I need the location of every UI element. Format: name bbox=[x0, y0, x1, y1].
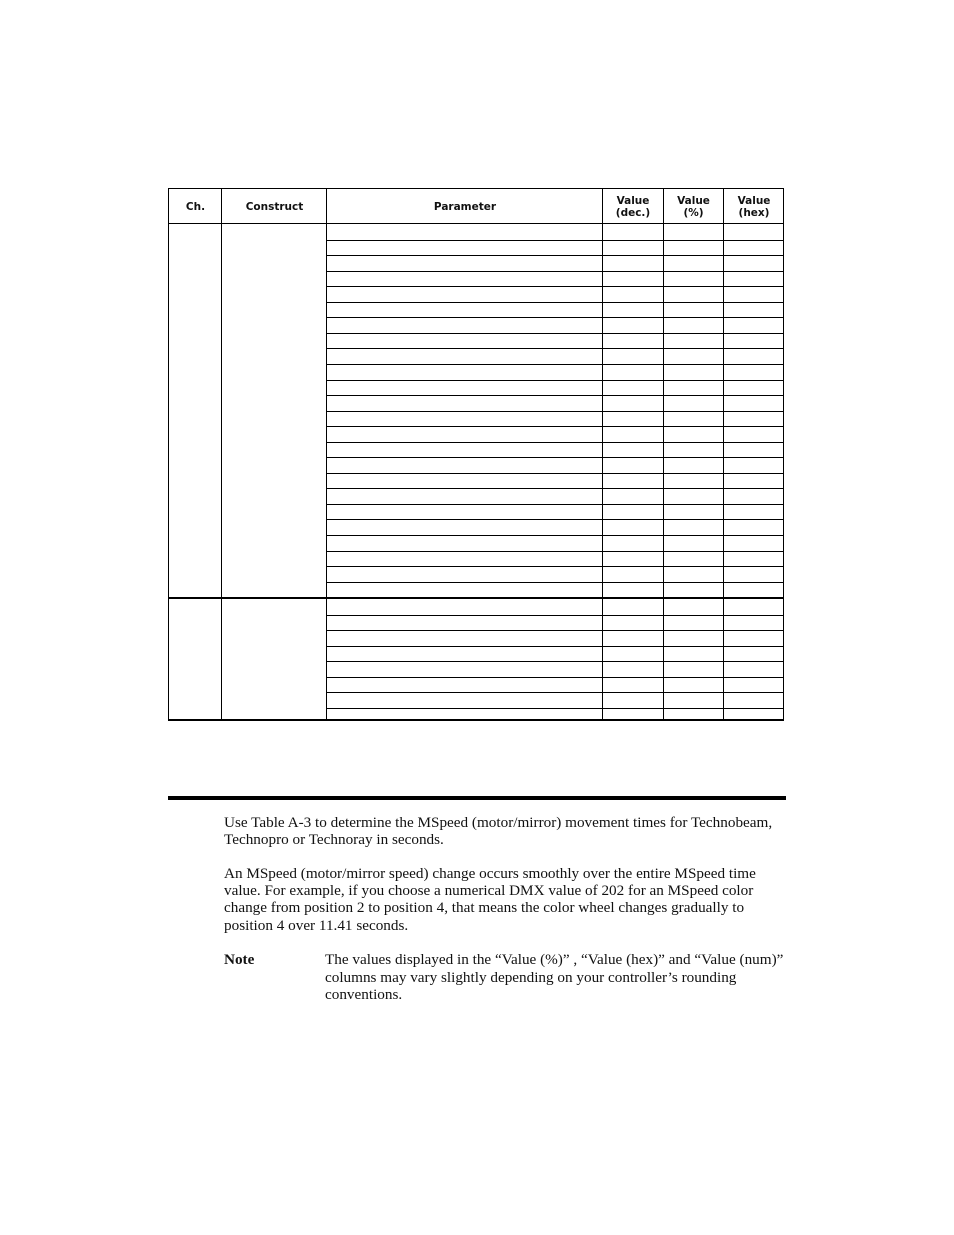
table-row-line bbox=[327, 692, 783, 693]
table-row-line bbox=[327, 333, 783, 334]
mspeed-paragraph: An MSpeed (motor/mirror speed) change occurs smoothly over the entire MSpeed time value. For example, if you choose a numerical DMX value of 202 for an MSpeed color change from position 2 to position 4, that means the color wheel changes gradually to position 4 over 11.41 seconds. bbox=[224, 865, 756, 934]
table-row-line bbox=[327, 457, 783, 458]
table-row-line bbox=[327, 566, 783, 567]
table-row-line bbox=[327, 473, 783, 474]
table-row-line bbox=[327, 302, 783, 303]
note-label: Note bbox=[224, 951, 255, 968]
table-row-line bbox=[327, 708, 783, 709]
table-row-line bbox=[327, 519, 783, 520]
table-row-line bbox=[327, 317, 783, 318]
header-value-dec: Value (dec.) bbox=[615, 194, 651, 219]
header-parameter: Parameter bbox=[433, 200, 497, 213]
table-row-line bbox=[327, 615, 783, 616]
header-value-pct: Value (%) bbox=[677, 194, 710, 219]
table-row-line bbox=[327, 488, 783, 489]
table-row-line bbox=[327, 411, 783, 412]
table-row-line bbox=[327, 255, 783, 256]
table-row-line bbox=[327, 380, 783, 381]
table-row-line bbox=[327, 271, 783, 272]
table-row-line bbox=[327, 240, 783, 241]
table-row-line bbox=[327, 677, 783, 678]
table-row-line bbox=[327, 646, 783, 647]
table-row-group bbox=[169, 597, 783, 721]
header-ch: Ch. bbox=[185, 200, 206, 213]
table-row-line bbox=[327, 348, 783, 349]
table-row-line bbox=[327, 551, 783, 552]
table-row-line bbox=[327, 286, 783, 287]
table-row-line bbox=[327, 661, 783, 662]
header-construct: Construct bbox=[245, 200, 304, 213]
table-row-line bbox=[327, 364, 783, 365]
table-row-line bbox=[327, 426, 783, 427]
header-value-hex: Value (hex) bbox=[737, 194, 771, 219]
dmx-value-table bbox=[168, 188, 784, 721]
table-header-row bbox=[169, 189, 783, 224]
table-row-line bbox=[327, 535, 783, 536]
table-row-line bbox=[327, 582, 783, 583]
table-row-line bbox=[327, 504, 783, 505]
table-row-group bbox=[169, 224, 783, 597]
table-row-line bbox=[327, 630, 783, 631]
table-row-line bbox=[327, 442, 783, 443]
section-divider bbox=[168, 796, 786, 800]
intro-paragraph: Use Table A-3 to determine the MSpeed (motor/mirror) movement times for Technobeam, Technopro or Technoray in seconds. bbox=[224, 814, 773, 849]
table-row-line bbox=[327, 395, 783, 396]
note-text: The values displayed in the “Value (%)” , “Value (hex)” and “Value (num)” columns may vary slightly depending on your controller’s rounding conventions. bbox=[325, 951, 784, 1003]
